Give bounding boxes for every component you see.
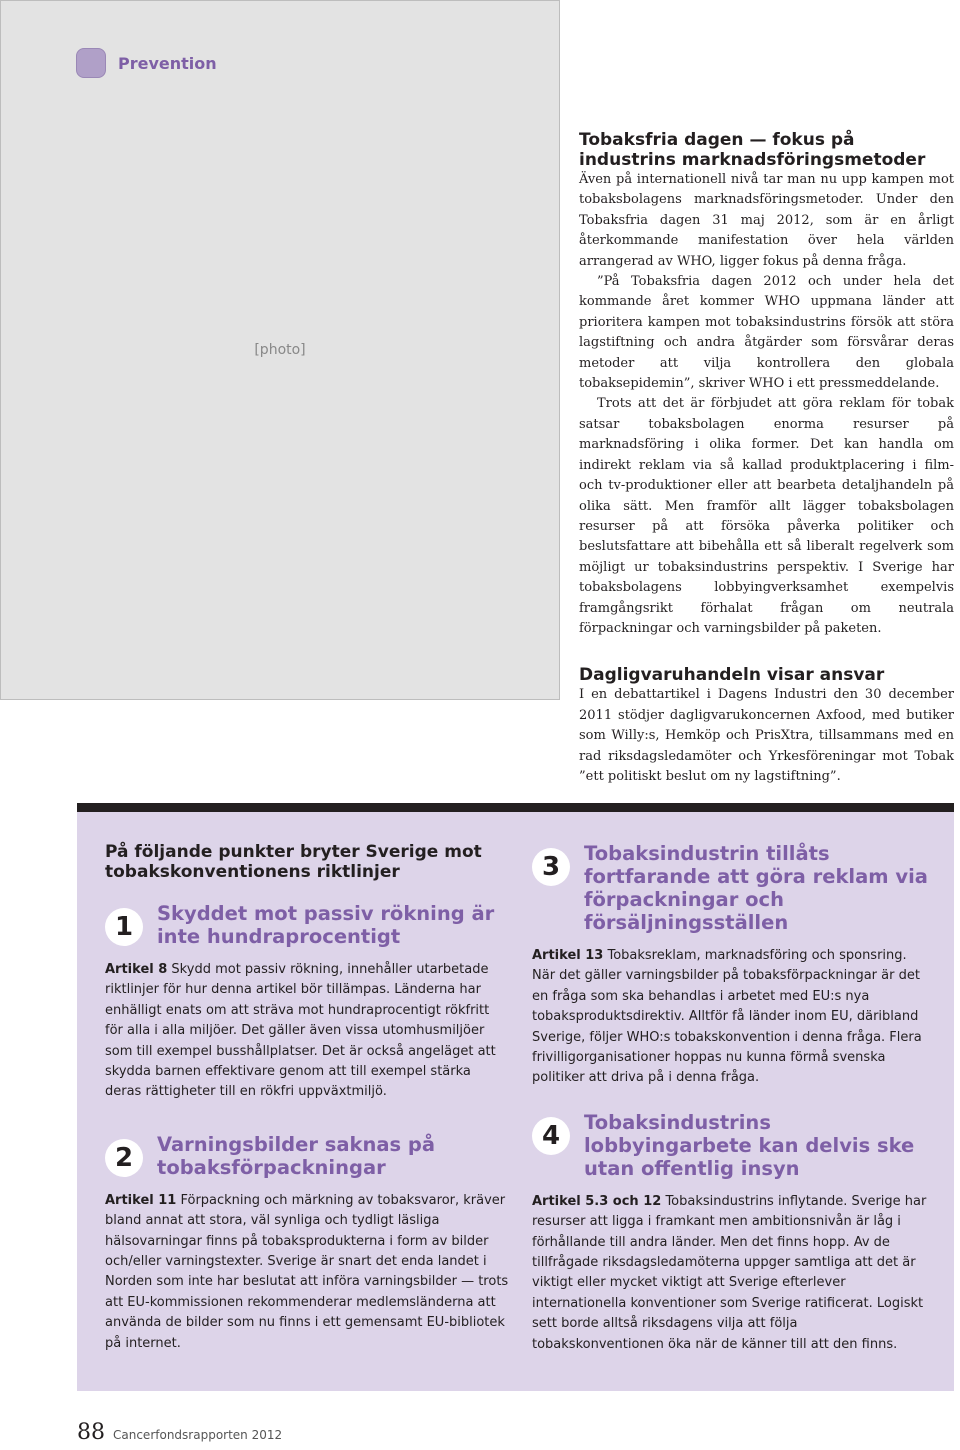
fact-box-title: På följande punkter bryter Sverige mot tobakskonventionens riktlinjer: [105, 842, 482, 882]
fact-item-title: Skyddet mot passiv rökning är inte hundraprocentigt: [157, 902, 495, 948]
fact-box: [77, 812, 954, 1391]
fact-item-text: Förpackning och märkning av tobaksvaror, kräver bland annat att stora, väl synliga och tydligt läsliga hälsovarningar finns på tobaksprodukterna i form av bilder och/eller varningstexter. Sverige är snart det enda landet i Norden som inte har beslutat att införa varningsbilder — trots att EU-kommissionen rekommenderar medlemsländerna att använda de bilder som nu finns i ett gemensamt EU-bibliotek på internet.: [105, 1192, 509, 1351]
number-badge: 4: [532, 1117, 570, 1155]
fact-item-title: Varningsbilder saknas på tobaksförpackningar: [157, 1132, 436, 1179]
fact-item-1: [105, 902, 510, 948]
fact-item-body: [105, 960, 510, 1103]
article-reference: Artikel 5.3 och 12: [532, 1193, 662, 1209]
number-badge: 2: [105, 1139, 143, 1177]
article-paragraph-3: Trots att det är förbjudet att göra reklam för tobak satsar tobaksbolagen enorma resurser på marknadsföring i olika former. Det kan handla om indirekt reklam via så kallad produktplacering i film- och tv-produktioner eller att bearbeta detaljhandeln på olika sätt. Men framför allt lägger tobaksbolagen resurser på att försöka påverka politiker och beslutsfattare att bibehålla ett så liberalt regelverk som möjligt ur tobaksindustrins perspektiv. I Sverige har tobaksbolagens lobbyingverksamhet exempelvis framgångsrikt förhalat frågan om neutrala förpackningar och varningsbilder på paketen.: [579, 396, 954, 636]
page-number: 88: [77, 1420, 105, 1445]
article-reference: Artikel 11: [105, 1192, 177, 1208]
article-reference: Artikel 8: [105, 962, 168, 977]
fact-item-body: [105, 1191, 510, 1354]
fact-box-right-column: [532, 842, 932, 1355]
fact-item-title: Tobaksindustrins lobbyingarbete kan delvis ske utan offentlig insyn: [584, 1110, 915, 1180]
article-reference: Artikel 13: [532, 948, 604, 963]
article-column: [579, 130, 954, 787]
section-label: Prevention: [118, 53, 217, 73]
fact-item-body: [532, 946, 932, 1089]
photo-placeholder-label: [photo]: [254, 342, 306, 358]
article-paragraph-1: Även på internationell nivå tar man nu upp kampen mot tobaksbolagens marknadsföringsmetoder. Under den Tobaksfria dagen 31 maj 2012, som är en årligt återkommande manifestation över hela världen arrangerad av WHO, ligger fokus på denna fråga.: [579, 172, 954, 269]
cigarette-photo: [0, 0, 560, 700]
section-header: [76, 48, 217, 78]
article-heading-2: Dagligvaruhandeln visar ansvar: [579, 665, 885, 686]
fact-item-title: Tobaksindustrin tillåts fortfarande att göra reklam via förpackningar och försäljningsställen: [584, 842, 928, 934]
fact-item-body: [532, 1192, 932, 1355]
heart-icon: [76, 48, 106, 78]
fact-item-4: [532, 1111, 932, 1180]
fact-item-3: [532, 842, 932, 934]
fact-item-2: [105, 1133, 510, 1179]
page-footer: [77, 1420, 282, 1445]
article-paragraph-2: ”På Tobaksfria dagen 2012 och under hela det kommande året kommer WHO uppmana länder att prioritera kampen mot tobaksindustrins försök att störa lagstiftning och andra åtgärder som försvårar deras metoder att vilja kontrollera den globala tobaksepidemin”, skriver WHO i ett pressmeddelande.: [579, 274, 954, 392]
fact-item-text: Skydd mot passiv rökning, innehåller utarbetade riktlinjer för hur denna artikel bör tillämpas. Länderna har enhälligt enats om att sträva mot hundraprocentigt rökfritt för alla i alla miljöer. Det gäller även vissa utomhusmiljöer som till exempel busshållplatser. Det är också angeläget att skydda barnen effektivare genom att till exempel stärka deras rättigheter till en rökfri uppväxtmiljö.: [105, 962, 496, 1100]
publication-name: Cancerfondsrapporten 2012: [113, 1428, 283, 1442]
fact-item-text: Tobaksindustrins inflytande. Sverige har resurser att ligga i framkant men ambitionsnivån är låg i förhållande till andra länder. Men det finns hopp. Av de tillfrågade riksdagsledamöterna uppger samtliga att det är viktigt eller mycket viktigt att Sverige efterlever internationella konventioner som Sverige ratificerat. Logiskt sett borde alltså riksdagens vilja att följa tobakskonventionen öka när de känner till att den finns.: [532, 1193, 927, 1352]
fact-box-left-column: [105, 842, 510, 1354]
number-badge: 1: [105, 908, 143, 946]
fact-item-text: Tobaksreklam, marknadsföring och sponsring. När det gäller varningsbilder på tobaksförpackningar är det en fråga som ska behandlas i arbetet med EU:s nya tobaksproduktsdirektiv. Alltför få länder inom EU, däribland Sverige, följer WHO:s tobakskonvention i denna fråga. Flera frivilligorganisationer hoppas nu kunna förmå svenska politiker att driva på i denna fråga.: [532, 948, 922, 1086]
article-heading-1: Tobaksfria dagen — fokus på industrins marknadsföringsmetoder: [579, 130, 926, 170]
article-paragraph-4: I en debattartikel i Dagens Industri den 30 december 2011 stödjer dagligvarukoncernen Axfood, med butiker som Willy:s, Hemköp och PrisXtra, tillsammans med en rad riksdagsledamöter och Yrkesföreningar mot Tobak ”ett politiskt beslut om ny lagstiftning”.: [579, 687, 954, 784]
box-top-bar: [77, 803, 954, 812]
number-badge: 3: [532, 848, 570, 886]
